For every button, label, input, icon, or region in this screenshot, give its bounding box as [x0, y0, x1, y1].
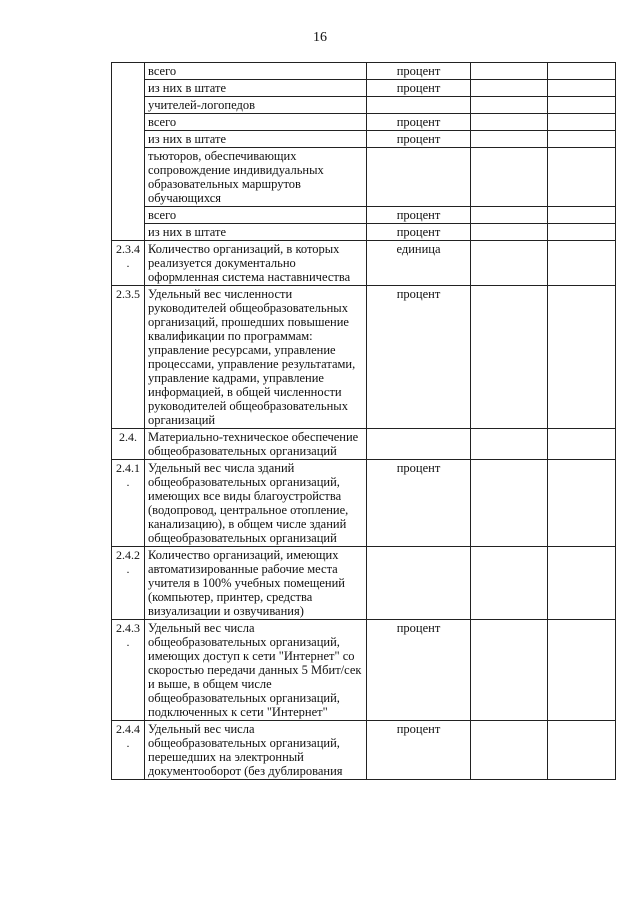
table-row: [112, 80, 616, 97]
indicator-table: [111, 62, 616, 780]
table-row: [112, 547, 616, 620]
empty-cell: [548, 114, 616, 131]
row-unit: [367, 97, 471, 114]
empty-cell: [548, 620, 616, 721]
row-number: 2.4.1.: [112, 460, 145, 547]
row-unit: процент: [367, 224, 471, 241]
row-description: из них в штате: [145, 80, 367, 97]
empty-cell: [548, 224, 616, 241]
table-row: [112, 131, 616, 148]
empty-cell: [471, 63, 548, 80]
row-unit: единица: [367, 241, 471, 286]
row-description: тьюторов, обеспечивающих сопровождение индивидуальных образовательных маршрутов обучающихся: [145, 148, 367, 207]
row-unit: процент: [367, 63, 471, 80]
row-description: Удельный вес численности руководителей общеобразовательных организаций, прошедших повышение квалификации по программам: управление ресурсами, управление процессами, управление результатами, управление кадрами, управление информацией, в общей численности руководителей общеобразовательных организаций: [145, 286, 367, 429]
empty-cell: [471, 207, 548, 224]
table-row: [112, 114, 616, 131]
empty-cell: [548, 721, 616, 780]
row-number: 2.4.: [112, 429, 145, 460]
row-unit: процент: [367, 721, 471, 780]
row-description: Количество организаций, в которых реализуется документально оформленная система наставничества: [145, 241, 367, 286]
row-unit: процент: [367, 80, 471, 97]
table-row: [112, 148, 616, 207]
empty-cell: [548, 286, 616, 429]
table-row: [112, 97, 616, 114]
empty-cell: [548, 131, 616, 148]
row-unit: [367, 429, 471, 460]
row-number: 2.3.4.: [112, 241, 145, 286]
table-row: [112, 460, 616, 547]
empty-cell: [471, 460, 548, 547]
empty-cell: [471, 224, 548, 241]
row-description: всего: [145, 63, 367, 80]
empty-cell: [548, 460, 616, 547]
empty-cell: [548, 547, 616, 620]
row-number: 2.4.3.: [112, 620, 145, 721]
row-description: из них в штате: [145, 131, 367, 148]
page-number: 16: [313, 30, 327, 45]
empty-cell: [471, 721, 548, 780]
empty-cell: [548, 207, 616, 224]
table-row: [112, 620, 616, 721]
empty-cell: [548, 429, 616, 460]
row-description: Удельный вес числа общеобразовательных организаций, перешедших на электронный документооборот (без дублирования: [145, 721, 367, 780]
row-description: Удельный вес числа зданий общеобразовательных организаций, имеющих все виды благоустройства (водопровод, центральное отопление, канализацию), в общем числе зданий общеобразовательных организаций: [145, 460, 367, 547]
row-number: 2.4.4.: [112, 721, 145, 780]
empty-cell: [471, 547, 548, 620]
row-unit: процент: [367, 620, 471, 721]
empty-cell: [471, 97, 548, 114]
table-row: [112, 286, 616, 429]
row-unit: процент: [367, 131, 471, 148]
empty-cell: [548, 97, 616, 114]
row-description: учителей-логопедов: [145, 97, 367, 114]
empty-cell: [548, 241, 616, 286]
row-description: всего: [145, 207, 367, 224]
empty-cell: [471, 131, 548, 148]
row-number: 2.4.2.: [112, 547, 145, 620]
row-unit: процент: [367, 460, 471, 547]
empty-cell: [471, 286, 548, 429]
empty-cell: [471, 80, 548, 97]
row-description: Количество организаций, имеющих автоматизированные рабочие места учителя в 100% учебных помещений (компьютер, принтер, средства визуализации и озвучивания): [145, 547, 367, 620]
empty-cell: [548, 63, 616, 80]
row-number: 2.3.5: [112, 286, 145, 429]
empty-cell: [471, 114, 548, 131]
row-number: [112, 63, 145, 241]
row-description: из них в штате: [145, 224, 367, 241]
empty-cell: [548, 148, 616, 207]
row-unit: процент: [367, 114, 471, 131]
row-unit: процент: [367, 286, 471, 429]
row-description: Материально-техническое обеспечение общеобразовательных организаций: [145, 429, 367, 460]
empty-cell: [471, 148, 548, 207]
empty-cell: [471, 429, 548, 460]
empty-cell: [548, 80, 616, 97]
row-unit: [367, 547, 471, 620]
row-unit: процент: [367, 207, 471, 224]
row-description: всего: [145, 114, 367, 131]
empty-cell: [471, 620, 548, 721]
empty-cell: [471, 241, 548, 286]
row-description: Удельный вес числа общеобразовательных организаций, имеющих доступ к сети "Интернет" со скоростью передачи данных 5 Мбит/сек и выше, в общем числе общеобразовательных организаций, подключенных к сети "Интернет": [145, 620, 367, 721]
row-unit: [367, 148, 471, 207]
table-row: [112, 241, 616, 286]
table-row: [112, 224, 616, 241]
table-row: [112, 207, 616, 224]
table-row: [112, 63, 616, 80]
table-row: [112, 429, 616, 460]
table-row: [112, 721, 616, 780]
